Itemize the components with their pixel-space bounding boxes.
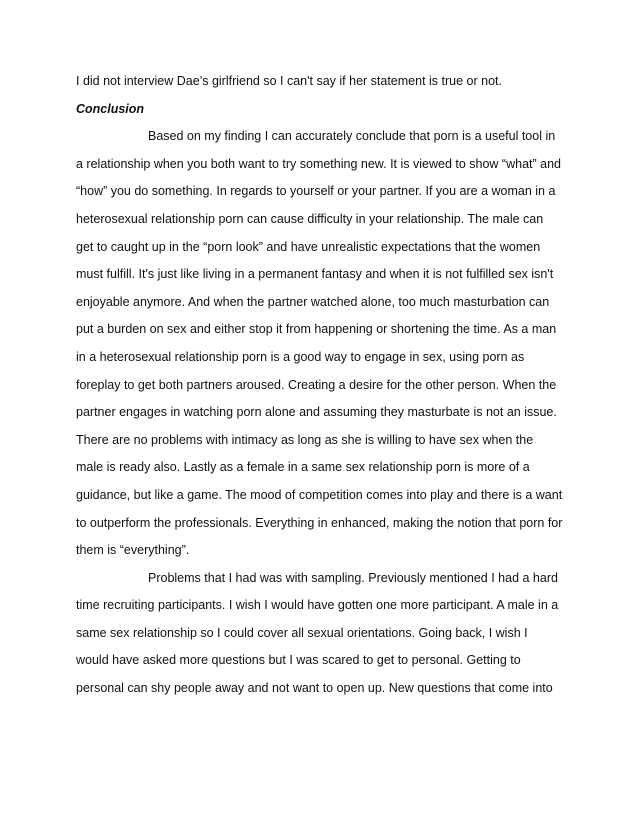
paragraph-line: personal can shy people away and not want to open up. New questions that come into bbox=[76, 681, 553, 696]
paragraph-line: to outperform the professionals. Everything in enhanced, making the notion that porn for bbox=[76, 515, 563, 530]
paragraph-line: enjoyable anymore. And when the partner watched alone, too much masturbation can bbox=[76, 294, 550, 309]
paragraph-line: time recruiting participants. I wish I would have gotten one more participant. A male in a bbox=[76, 598, 559, 613]
paragraph-line: There are no problems with intimacy as long as she is willing to have sex when the bbox=[76, 432, 534, 447]
paragraph-line: Based on my finding I can accurately conclude that porn is a useful tool in bbox=[148, 129, 556, 144]
paragraph-line: male is ready also. Lastly as a female in a same sex relationship porn is more of a bbox=[76, 460, 530, 475]
paragraph-line: would have asked more questions but I was scared to get to personal. Getting to bbox=[76, 653, 521, 668]
paragraph-line: partner engages in watching porn alone and assuming they masturbate is not an issue. bbox=[76, 405, 557, 420]
paragraph-line: put a burden on sex and either stop it from happening or shortening the time. As a man bbox=[76, 322, 557, 337]
paragraph-line: foreplay to get both partners aroused. Creating a desire for the other person. When the bbox=[76, 377, 557, 392]
intro-line: I did not interview Dae’s girlfriend so I can't say if her statement is true or not. bbox=[76, 74, 502, 88]
paragraph-line: a relationship when you both want to try something new. It is viewed to show “what” and bbox=[76, 156, 561, 171]
document-body bbox=[76, 68, 562, 703]
paragraph-line: them is “everything”. bbox=[76, 543, 190, 558]
paragraph-line: Problems that I had was with sampling. Previously mentioned I had a hard bbox=[148, 570, 558, 585]
conclusion-heading: Conclusion bbox=[76, 101, 145, 116]
paragraph-line: get to caught up in the “porn look” and have unrealistic expectations that the women bbox=[76, 239, 541, 254]
paragraph-line: heterosexual relationship porn can cause difficulty in your relationship. The male can bbox=[76, 211, 544, 226]
paragraph-line: in a heterosexual relationship porn is a good way to engage in sex, using porn as bbox=[76, 349, 525, 364]
paragraph-line: must fulfill. It's just like living in a permanent fantasy and when it is not fulfilled sex isn't bbox=[76, 267, 554, 282]
paragraph-line: guidance, but like a game. The mood of competition comes into play and there is a want bbox=[76, 487, 563, 502]
paragraph-line: “how” you do something. In regards to yourself or your partner. If you are a woman in a bbox=[76, 184, 556, 199]
paragraph-line: same sex relationship so I could cover all sexual orientations. Going back, I wish I bbox=[76, 625, 528, 640]
